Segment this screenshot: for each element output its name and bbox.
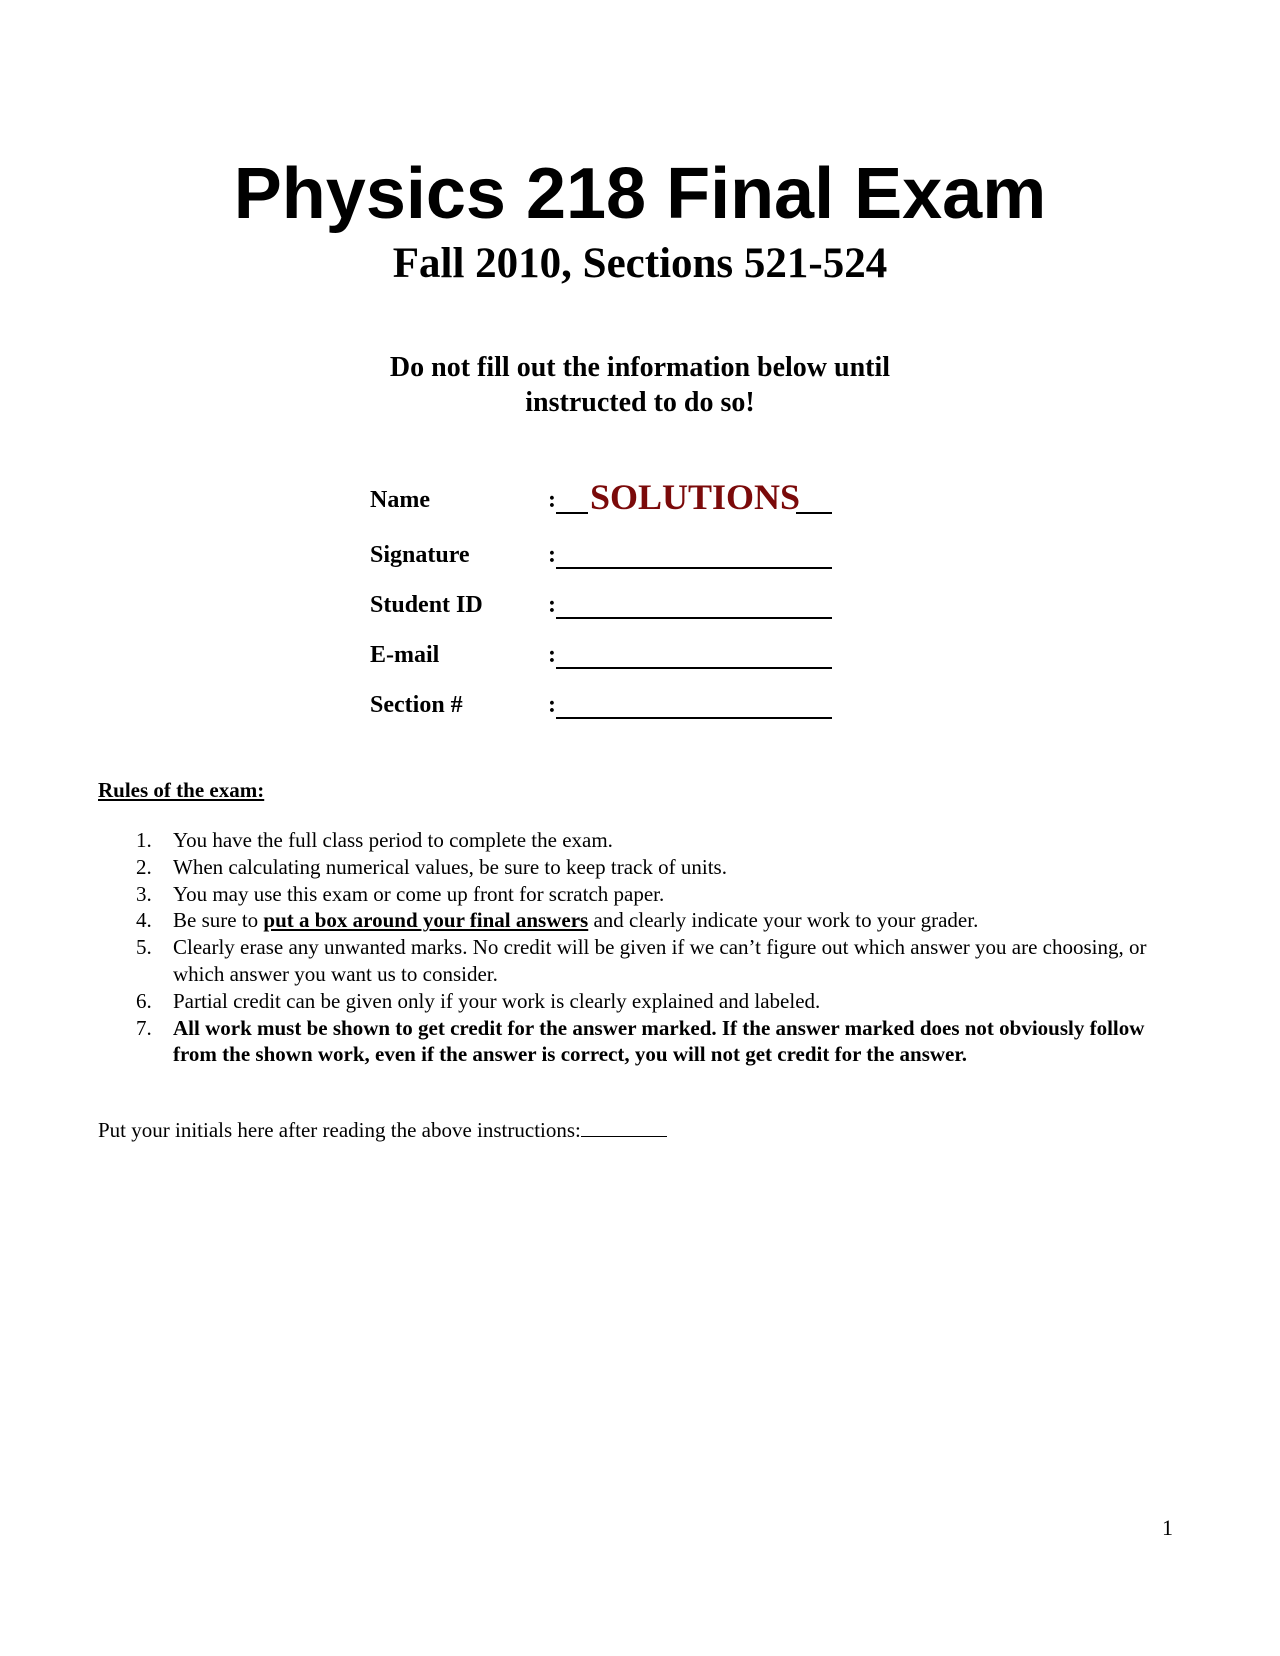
field-label: Section #: [370, 692, 463, 718]
rule-item: [0, 907, 1173, 934]
rule-item: [0, 934, 1173, 988]
notice-line-1: Do not fill out the information below until: [389, 352, 891, 383]
rule-text: You may use this exam or come up front for scratch paper.: [173, 881, 665, 906]
rule-number: 1.: [136, 828, 152, 852]
rule-item: [0, 881, 1173, 908]
form-row-name: [370, 477, 850, 520]
exam-title: Physics 218 Final Exam: [233, 154, 1047, 234]
rule-text: Clearly erase any unwanted marks. No credit will be given if we can’t figure out which answer you are choosing, or which answer you want us to consider.: [173, 935, 1147, 986]
blank-line: [556, 512, 588, 514]
form-row-section: [370, 685, 850, 725]
form-row-email: [370, 635, 850, 675]
rule-number: 7.: [136, 1015, 152, 1040]
initials-field[interactable]: [581, 1135, 667, 1137]
field-colon: :: [548, 642, 556, 668]
initials-prompt: [98, 1118, 667, 1143]
rule-text: All work must be shown to get credit for the answer marked. If the answer marked does not obviously follow from the shown work, even if the answer is correct, you will not get credit for the answer.: [173, 1015, 1145, 1067]
field-colon: :: [548, 692, 556, 718]
name-value[interactable]: SOLUTIONS: [590, 477, 801, 517]
field-colon: :: [548, 542, 556, 568]
field-colon: :: [548, 592, 556, 618]
blank-line: [796, 512, 832, 514]
field-colon: :: [548, 487, 556, 513]
initials-label: Put your initials here after reading the above instructions:: [98, 1118, 581, 1142]
rule-item: [0, 1015, 1173, 1069]
rule-item: [0, 827, 1173, 854]
rules-heading: Rules of the exam:: [98, 778, 265, 802]
rule-item: [0, 854, 1173, 881]
rules-list: [0, 827, 1280, 1068]
rule-number: 6.: [136, 988, 152, 1013]
page-number: 1: [1162, 1515, 1173, 1540]
email-field[interactable]: [556, 667, 832, 669]
rule-number: 5.: [136, 935, 152, 960]
instruction-notice: [0, 350, 1280, 420]
rule-item: [0, 988, 1173, 1015]
rule-text: You have the full class period to complete the exam.: [173, 828, 613, 852]
student-id-field[interactable]: [556, 617, 832, 619]
rule-emphasis: put a box around your final answers: [263, 908, 589, 933]
rule-text-pre: Be sure to: [173, 908, 264, 933]
rule-text: When calculating numerical values, be sure to keep track of units.: [173, 854, 727, 879]
field-label: Signature: [370, 542, 470, 568]
field-label: Name: [370, 487, 430, 513]
notice-line-2: instructed to do so!: [525, 387, 755, 418]
form-row-signature: [370, 535, 850, 575]
field-label: Student ID: [370, 592, 483, 618]
rule-number: 3.: [136, 881, 152, 906]
rule-text-post: and clearly indicate your work to your grader.: [588, 908, 979, 933]
exam-subtitle: Fall 2010, Sections 521-524: [392, 240, 888, 287]
rule-text: Partial credit can be given only if your work is clearly explained and labeled.: [173, 988, 821, 1013]
section-field[interactable]: [556, 717, 832, 719]
field-label: E-mail: [370, 642, 440, 668]
signature-field[interactable]: [556, 567, 832, 569]
rule-number: 4.: [136, 908, 152, 933]
rule-number: 2.: [136, 854, 152, 879]
form-row-student-id: [370, 585, 850, 625]
